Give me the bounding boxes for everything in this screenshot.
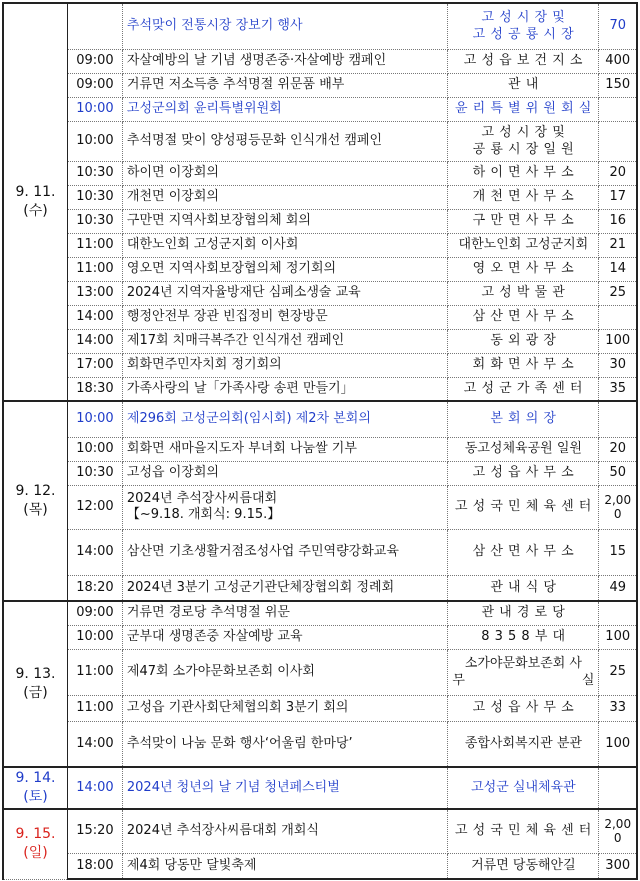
- event-cell: 삼산면 기초생활거점조성사업 주민역량강화교육: [122, 529, 447, 575]
- event-cell: 제47회 소가야문화보존회 이사회: [122, 649, 447, 695]
- count-cell: [599, 97, 637, 121]
- place-cell: 고 성 읍 사 무 소: [448, 695, 599, 721]
- time-cell: 12:00: [67, 485, 122, 529]
- date-cell: [3, 809, 67, 879]
- time-cell: [67, 3, 122, 49]
- time-cell: 09:00: [67, 601, 122, 625]
- event-cell: 회화면 새마을지도자 부녀회 나눔쌀 기부: [122, 437, 447, 461]
- date-cell: [3, 3, 67, 401]
- place-cell: 삼 산 면 사 무 소: [448, 305, 599, 329]
- table-row: [3, 185, 637, 209]
- event-cell: 추석명절 맞이 양성평등문화 인식개선 캠페인: [122, 121, 447, 161]
- time-cell: 14:00: [67, 721, 122, 767]
- time-cell: 14:00: [67, 305, 122, 329]
- count-cell: 300: [599, 853, 637, 879]
- count-cell: 70: [599, 3, 637, 49]
- table-row: [3, 3, 637, 49]
- table-row: [3, 209, 637, 233]
- count-cell: 100: [599, 625, 637, 649]
- place-cell: 영 오 면 사 무 소: [448, 257, 599, 281]
- table-row: [3, 695, 637, 721]
- event-cell: 2024년 청년의 날 기념 청년페스티벌: [122, 767, 447, 809]
- table-row: [3, 233, 637, 257]
- event-cell: 가족사랑의 날「가족사랑 송편 만들기」: [122, 377, 447, 401]
- count-cell: [599, 767, 637, 809]
- count-cell: 14: [599, 257, 637, 281]
- place-cell: 대한노인회 고성군지회: [448, 233, 599, 257]
- date-label: 9. 15.: [15, 826, 56, 843]
- table-row: [3, 529, 637, 575]
- count-cell: 100: [599, 721, 637, 767]
- weekday-label: (수): [23, 203, 48, 219]
- event-cell: 제4회 당동만 달빛축제: [122, 853, 447, 879]
- place-line: 무 실: [452, 673, 595, 688]
- event-cell: 개천면 이장회의: [122, 185, 447, 209]
- time-cell: 09:00: [67, 49, 122, 73]
- date-label: 9. 13.: [15, 666, 56, 682]
- event-cell: 하이면 이장회의: [122, 161, 447, 185]
- place-cell: 동고성체육공원 일원: [448, 437, 599, 461]
- time-cell: 10:30: [67, 185, 122, 209]
- table-row: [3, 853, 637, 879]
- table-row: [3, 329, 637, 353]
- weekday-label: (목): [23, 502, 48, 518]
- count-line: 0: [613, 507, 622, 521]
- place-cell: 종합사회복지관 분관: [448, 721, 599, 767]
- table-row: [3, 49, 637, 73]
- table-row: [3, 257, 637, 281]
- place-cell: 동 외 광 장: [448, 329, 599, 353]
- place-line: 고 성 공 룡 시 장: [472, 27, 575, 43]
- place-cell: 하 이 면 사 무 소: [448, 161, 599, 185]
- place-cell: 관 내 식 당: [448, 575, 599, 601]
- time-cell: 10:00: [67, 437, 122, 461]
- count-line: 2,00: [604, 493, 632, 507]
- event-cell: 군부대 생명존중 자살예방 교육: [122, 625, 447, 649]
- place-cell: 관 내 경 로 당: [448, 601, 599, 625]
- date-cell: [3, 601, 67, 767]
- count-cell: 17: [599, 185, 637, 209]
- table-row: [3, 353, 637, 377]
- place-cell: 삼 산 면 사 무 소: [448, 529, 599, 575]
- event-cell: 2024년 추석장사씨름대회 개회식: [122, 809, 447, 853]
- table-row: [3, 575, 637, 601]
- count-cell: 25: [599, 649, 637, 695]
- event-cell: 2024년 지역자율방재단 심폐소생술 교육: [122, 281, 447, 305]
- table-row: [3, 73, 637, 97]
- time-cell: 18:20: [67, 575, 122, 601]
- count-cell: 25: [599, 281, 637, 305]
- count-cell: 100: [599, 329, 637, 353]
- place-line: 소가야문화보존회 사: [464, 656, 582, 671]
- place-cell: 회 화 면 사 무 소: [448, 353, 599, 377]
- event-cell: 고성읍 이장회의: [122, 461, 447, 485]
- place-cell: 8 3 5 8 부 대: [448, 625, 599, 649]
- table-row: [3, 305, 637, 329]
- event-cell: 행정안전부 장관 빈집정비 현장방문: [122, 305, 447, 329]
- table-row: [3, 401, 637, 437]
- event-cell: 2024년 3분기 고성군기관단체장협의회 정례회: [122, 575, 447, 601]
- count-cell: 35: [599, 377, 637, 401]
- weekday-label: (일): [23, 845, 48, 862]
- place-cell: 고 성 읍 사 무 소: [448, 461, 599, 485]
- count-cell: 30: [599, 353, 637, 377]
- event-cell: 추석맞이 전통시장 장보기 행사: [122, 3, 447, 49]
- time-cell: 10:00: [67, 401, 122, 437]
- event-cell: 제17회 치매극복주간 인식개선 캠페인: [122, 329, 447, 353]
- count-line: 2,00: [604, 817, 632, 832]
- place-cell: 개 천 면 사 무 소: [448, 185, 599, 209]
- place-cell: 본 회 의 장: [448, 401, 599, 437]
- place-cell: [448, 649, 599, 695]
- count-cell: [599, 601, 637, 625]
- time-cell: 11:00: [67, 257, 122, 281]
- count-cell: 20: [599, 161, 637, 185]
- date-cell: [3, 401, 67, 601]
- time-cell: 14:00: [67, 329, 122, 353]
- place-cell: 고 성 국 민 체 육 센 터: [448, 809, 599, 853]
- date-label: 9. 12.: [15, 483, 56, 499]
- count-cell: [599, 401, 637, 437]
- table-row: [3, 601, 637, 625]
- time-cell: 14:00: [67, 529, 122, 575]
- event-cell: 구만면 지역사회보장협의체 회의: [122, 209, 447, 233]
- place-cell: 거류면 당동해안길: [448, 853, 599, 879]
- weekday-label: (토): [23, 789, 48, 805]
- place-cell: 고성군 실내체육관: [448, 767, 599, 809]
- count-cell: [599, 485, 637, 529]
- time-cell: 10:00: [67, 97, 122, 121]
- time-cell: 10:00: [67, 121, 122, 161]
- count-cell: 150: [599, 73, 637, 97]
- schedule-table: [2, 2, 638, 880]
- count-cell: [599, 809, 637, 853]
- event-cell: 자살예방의 날 기념 생명존중·자살예방 캠페인: [122, 49, 447, 73]
- place-line: 고 성 시 장 및: [481, 10, 566, 26]
- time-cell: 14:00: [67, 767, 122, 809]
- time-cell: 10:30: [67, 161, 122, 185]
- event-cell: 추석맞이 나눔 문화 행사‘어울림 한마당’: [122, 721, 447, 767]
- place-line: 고 성 시 장 및: [481, 125, 566, 140]
- place-cell: 고 성 국 민 체 육 센 터: [448, 485, 599, 529]
- place-cell: 고 성 읍 보 건 지 소: [448, 49, 599, 73]
- count-cell: 50: [599, 461, 637, 485]
- count-cell: 400: [599, 49, 637, 73]
- place-cell: 윤 리 특 별 위 원 회 실: [448, 97, 599, 121]
- event-line: 2024년 추석장사씨름대회: [126, 491, 278, 506]
- event-cell: 대한노인회 고성군지회 이사회: [122, 233, 447, 257]
- time-cell: 10:00: [67, 625, 122, 649]
- time-cell: 09:00: [67, 73, 122, 97]
- time-cell: 18:30: [67, 377, 122, 401]
- place-cell: 구 만 면 사 무 소: [448, 209, 599, 233]
- table-row: [3, 121, 637, 161]
- event-line: 【~9.18. 개회식: 9.15.】: [126, 507, 281, 522]
- count-cell: 20: [599, 437, 637, 461]
- time-cell: 11:00: [67, 695, 122, 721]
- count-cell: 49: [599, 575, 637, 601]
- table-row: [3, 649, 637, 695]
- count-cell: 15: [599, 529, 637, 575]
- date-label: 9. 14.: [15, 770, 56, 786]
- place-cell: [448, 3, 599, 49]
- event-cell: 거류면 경로당 추석명절 위문: [122, 601, 447, 625]
- place-cell: [448, 121, 599, 161]
- table-row: [3, 97, 637, 121]
- table-row: [3, 625, 637, 649]
- time-cell: 10:30: [67, 461, 122, 485]
- count-cell: 16: [599, 209, 637, 233]
- event-cell: 고성군의회 윤리특별위원회: [122, 97, 447, 121]
- time-cell: 11:00: [67, 649, 122, 695]
- table-row: [3, 485, 637, 529]
- count-cell: [599, 121, 637, 161]
- time-cell: 11:00: [67, 233, 122, 257]
- time-cell: 17:00: [67, 353, 122, 377]
- table-row: [3, 281, 637, 305]
- table-row: [3, 161, 637, 185]
- table-row: [3, 721, 637, 767]
- table-row: [3, 377, 637, 401]
- place-cell: 고 성 군 가 족 센 터: [448, 377, 599, 401]
- count-cell: [599, 305, 637, 329]
- place-cell: 고 성 박 물 관: [448, 281, 599, 305]
- date-label: 9. 11.: [15, 184, 56, 200]
- weekday-label: (금): [23, 685, 48, 701]
- count-cell: 21: [599, 233, 637, 257]
- event-cell: 영오면 지역사회보장협의체 정기회의: [122, 257, 447, 281]
- time-cell: 15:20: [67, 809, 122, 853]
- place-cell: 관 내: [448, 73, 599, 97]
- table-row: [3, 461, 637, 485]
- event-cell: 고성읍 기관사회단체협의회 3분기 회의: [122, 695, 447, 721]
- time-cell: 13:00: [67, 281, 122, 305]
- table-row: [3, 767, 637, 809]
- place-line: 공 룡 시 장 일 원: [472, 142, 575, 157]
- event-cell: 제296회 고성군의회(임시회) 제2차 본회의: [122, 401, 447, 437]
- date-cell: [3, 767, 67, 809]
- table-row: [3, 809, 637, 853]
- count-cell: 33: [599, 695, 637, 721]
- event-cell: [122, 485, 447, 529]
- event-cell: 거류면 저소득층 추석명절 위문품 배부: [122, 73, 447, 97]
- time-cell: 18:00: [67, 853, 122, 879]
- event-cell: 회화면주민자치회 정기회의: [122, 353, 447, 377]
- count-line: 0: [613, 831, 622, 846]
- table-row: [3, 437, 637, 461]
- time-cell: 10:30: [67, 209, 122, 233]
